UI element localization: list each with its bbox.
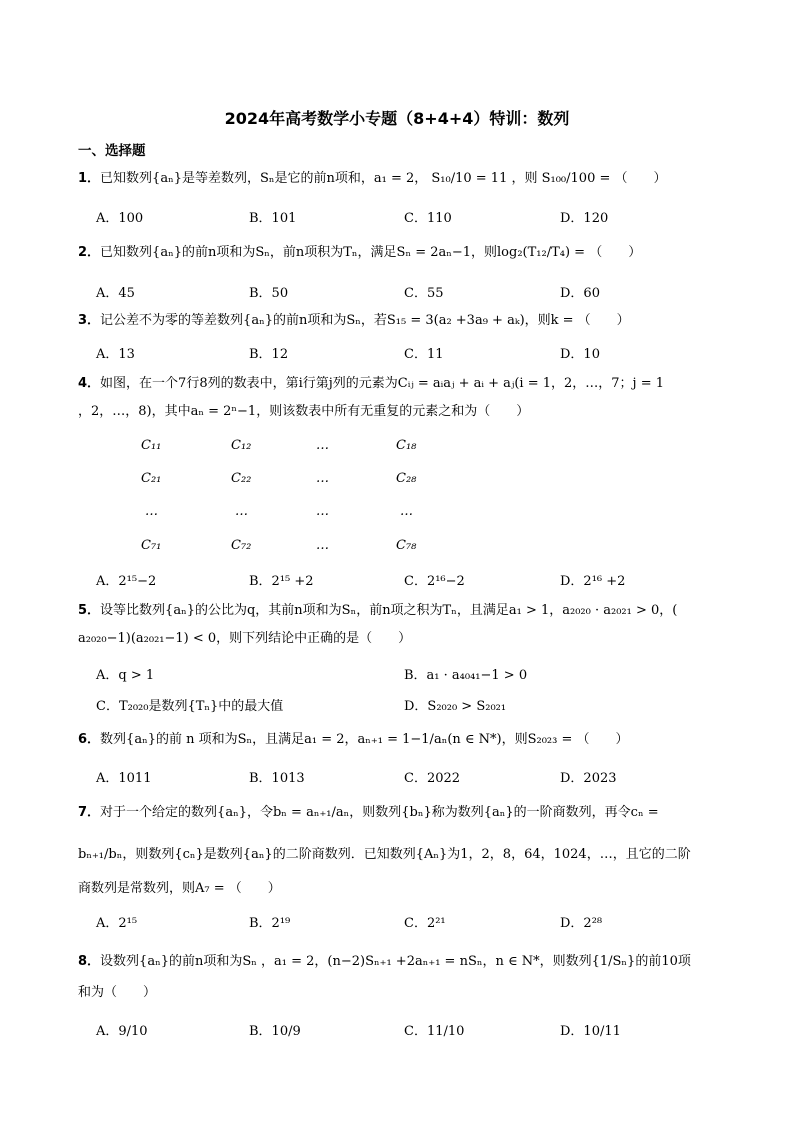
question-text: 设等比数列{aₙ}的公比为q，其前n项和为Sₙ，前n项之积为Tₙ，且满足a₁ > 1，a₂₀₂₀ · a₂₀₂₁ > 0，( [100,603,678,618]
option-a[interactable]: A．2¹⁵−2 [96,574,157,589]
question-4-line-2: ，2，…，8)，其中aₙ = 2ⁿ−1，则该数表中所有无重复的元素之和为（ ） [78,404,530,419]
option-a[interactable]: A．100 [96,211,144,226]
table-cell: … [316,504,329,519]
question-number: 4． [78,376,101,391]
table-cell: C₁₁ [141,438,162,453]
option-c[interactable]: C．110 [404,211,452,226]
question-2 [78,240,718,266]
table-cell: C₂₈ [396,471,417,486]
question-text: 如图，在一个7行8列的数表中，第i行第j列的元素为Cᵢⱼ = aᵢaⱼ + aᵢ + aⱼ(i = 1，2，…，7；j = 1 [100,376,665,391]
question-8-line-2: 和为（ ） [78,985,157,1000]
table-cell: … [316,538,329,553]
table-cell: … [400,504,413,519]
question-6 [78,727,718,753]
table-cell: C₇₈ [396,538,417,553]
table-cell: C₁₈ [396,438,417,453]
question-text: 设数列{aₙ}的前n项和为Sₙ ，a₁ = 2，(n−2)Sₙ₊₁ +2aₙ₊₁ = nSₙ，n ∈ N*，则数列{1/Sₙ}的前10项 [100,954,691,969]
table-cell: C₇₂ [231,538,252,553]
table-cell: … [145,504,158,519]
question-text: 数列{aₙ}的前 n 项和为Sₙ，且满足a₁ = 2，aₙ₊₁ = 1−1/aₙ(n ∈ N*)，则S₂₀₂₃ = （ ） [100,732,629,747]
option-b[interactable]: B．10/9 [249,1024,301,1039]
table-cell: … [316,471,329,486]
question-4-line-1 [78,371,718,397]
option-b[interactable]: B．50 [249,286,289,301]
option-b[interactable]: B．a₁ · a₄₀₄₁−1 > 0 [404,668,528,683]
table-cell: C₂₂ [231,471,252,486]
option-a[interactable]: A．1011 [96,771,152,786]
section-heading: 一、选择题 [78,143,146,159]
table-cell: C₂₁ [141,471,162,486]
table-cell: C₁₂ [231,438,252,453]
question-7-line-2: bₙ₊₁/bₙ，则数列{cₙ}是数列{aₙ}的二阶商数列．已知数列{Aₙ}为1，2，8，64，1024，…，且它的二阶 [78,847,691,862]
table-cell: … [235,504,248,519]
question-8-line-1 [78,949,718,975]
question-number: 7． [78,805,101,820]
option-a[interactable]: A．9/10 [96,1024,148,1039]
table-cell: C₇₁ [141,538,162,553]
question-7-line-1 [78,800,718,826]
page-title: 2024年高考数学小专题（8+4+4）特训：数列 [224,109,570,128]
option-c[interactable]: C．2022 [404,771,461,786]
option-b[interactable]: B．2¹⁵ +2 [249,574,314,589]
option-d[interactable]: D．2²⁸ [560,916,603,931]
option-b[interactable]: B．101 [249,211,297,226]
question-number: 6． [78,732,101,747]
question-5-line-1 [78,598,718,624]
table-cell: … [316,438,329,453]
question-text: 对于一个给定的数列{aₙ}，令bₙ = aₙ₊₁/aₙ，则数列{bₙ}称为数列{aₙ}的一阶商数列，再令cₙ = [100,805,659,820]
option-a[interactable]: A．q > 1 [96,668,155,683]
question-text: 已知数列{aₙ}是等差数列，Sₙ是它的前n项和，a₁ = 2， S₁₀/10 = 11 ，则 S₁₀₀/100 = （ ） [100,171,667,186]
option-c[interactable]: C．11/10 [404,1024,465,1039]
option-b[interactable]: B．1013 [249,771,305,786]
option-c[interactable]: C．2¹⁶−2 [404,574,465,589]
option-c[interactable]: C．11 [404,347,444,362]
question-7-line-3: 商数列是常数列，则A₇ = （ ） [78,881,281,896]
question-text: 已知数列{aₙ}的前n项和为Sₙ，前n项积为Tₙ，满足Sₙ = 2aₙ−1，则log₂(T₁₂/T₄) = （ ） [100,245,642,260]
question-number: 5． [78,603,101,618]
option-d[interactable]: D．60 [560,286,600,301]
question-5-line-2: a₂₀₂₀−1)(a₂₀₂₁−1) < 0，则下列结论中正确的是（ ） [78,631,412,646]
option-d[interactable]: D．S₂₀₂₀ > S₂₀₂₁ [404,699,507,714]
option-a[interactable]: A．13 [96,347,135,362]
question-number: 8． [78,954,101,969]
question-text: 记公差不为零的等差数列{aₙ}的前n项和为Sₙ，若S₁₅ = 3(a₂ +3a₉ + aₖ)，则k = （ ） [100,313,630,328]
question-number: 2． [78,245,101,260]
option-a[interactable]: A．2¹⁵ [96,916,138,931]
option-d[interactable]: D．10/11 [560,1024,621,1039]
question-1 [78,166,718,192]
option-b[interactable]: B．12 [249,347,289,362]
option-d[interactable]: D．2023 [560,771,617,786]
option-c[interactable]: C．55 [404,286,444,301]
option-a[interactable]: A．45 [96,286,135,301]
option-d[interactable]: D．2¹⁶ +2 [560,574,626,589]
question-3 [78,308,718,334]
question-number: 1． [78,171,101,186]
option-d[interactable]: D．120 [560,211,609,226]
option-c[interactable]: C．2²¹ [404,916,446,931]
option-c[interactable]: C．T₂₀₂₀是数列{Tₙ}中的最大值 [96,699,284,714]
option-d[interactable]: D．10 [560,347,600,362]
question-number: 3． [78,313,101,328]
option-b[interactable]: B．2¹⁹ [249,916,291,931]
